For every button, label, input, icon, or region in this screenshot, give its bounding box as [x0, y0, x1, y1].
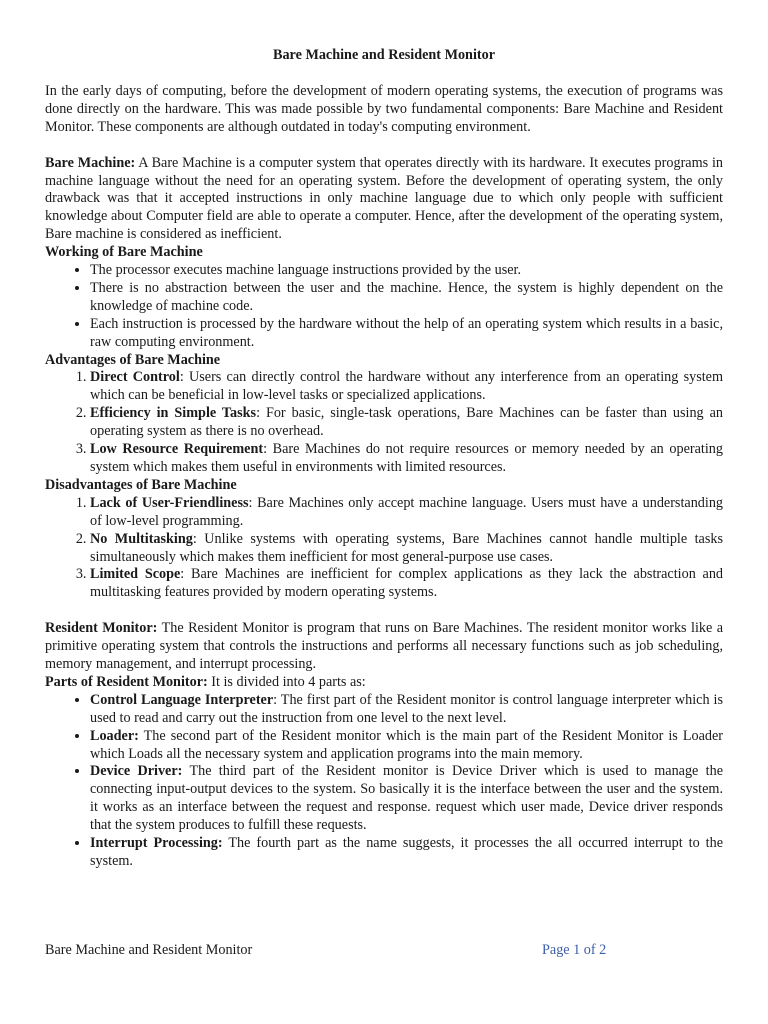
list-item — [90, 369, 723, 405]
resident-monitor-text: The Resident Monitor is program that runs on Bare Machines. The resident monitor works like a primitive operating system that controls the instructions and performs all necessary functions such as job scheduling, memory management, and interrupt processing. — [45, 620, 724, 672]
item-term: Low Resource Requirement — [90, 441, 264, 458]
resident-monitor-paragraph — [45, 620, 723, 674]
list-item — [90, 835, 723, 871]
item-term: Control Language Interpreter — [90, 691, 274, 708]
disadvantages-heading: Disadvantages of Bare Machine — [45, 476, 237, 493]
working-list — [45, 262, 723, 352]
list-item — [90, 728, 723, 764]
item-text: : Bare Machines only accept machine language. Users must have a understanding of low-level programming. — [90, 494, 724, 529]
parts-paragraph — [45, 674, 723, 692]
list-item — [90, 405, 723, 441]
working-heading: Working of Bare Machine — [45, 244, 203, 261]
item-term: Interrupt Processing: — [90, 835, 223, 852]
item-term: Efficiency in Simple Tasks — [90, 405, 257, 422]
advantages-list — [45, 369, 723, 476]
item-term: No Multitasking — [90, 530, 193, 547]
item-text: : Bare Machines do not require resources or memory needed by an operating system which makes them useful in environments with limited resources. — [90, 441, 723, 476]
parts-list — [45, 692, 723, 871]
item-term: Limited Scope — [90, 566, 181, 583]
item-text: : Bare Machines are inefficient for complex applications as they lack the abstraction and multitasking features provided by modern operating systems. — [90, 566, 724, 601]
list-item — [90, 763, 723, 835]
list-item — [90, 441, 723, 477]
list-item: • Each instruction is processed by the hardware without the help of an operating system which results in a basic, raw computing environment. — [90, 316, 723, 352]
list-item — [90, 566, 723, 602]
intro-paragraph: In the early days of computing, before the development of modern operating systems, the execution of programs was done directly on the hardware. This was made possible by two fundamental components: Bare Machine and Resident Monitor. These components are although outdated in today's computing environment. — [45, 83, 723, 135]
item-text: : Users can directly control the hardware without any interference from an operating system which can be beneficial in low-level tasks or specialized applications. — [90, 369, 724, 404]
disadvantages-list — [45, 495, 723, 602]
bare-machine-term: Bare Machine: — [45, 154, 136, 171]
list-item — [90, 495, 723, 531]
list-item: • The processor executes machine language instructions provided by the user. — [90, 262, 723, 280]
footer-title: Bare Machine and Resident Monitor — [45, 942, 253, 958]
list-item: • There is no abstraction between the user and the machine. Hence, the system is highly dependent on the knowledge of machine code. — [90, 280, 723, 316]
document-title: Bare Machine and Resident Monitor — [273, 47, 495, 63]
item-term: Direct Control — [90, 369, 180, 386]
resident-monitor-term: Resident Monitor: — [45, 620, 158, 637]
item-text: The second part of the Resident monitor which is the main part of the Resident Monitor is Loader which Loads all the necessary system and application programs into the main memory. — [90, 727, 723, 762]
list-item — [90, 531, 723, 567]
parts-term: Parts of Resident Monitor: — [45, 673, 208, 690]
document-body — [45, 45, 723, 871]
item-text: : The first part of the Resident monitor is control language interpreter which is used to read and carry out the instruction from one level to the next level. — [90, 691, 723, 726]
item-term: Lack of User-Friendliness — [90, 494, 249, 511]
list-item — [90, 692, 723, 728]
advantages-heading: Advantages of Bare Machine — [45, 351, 221, 368]
item-term: Device Driver: — [90, 763, 183, 780]
parts-text: It is divided into 4 parts as: — [207, 673, 366, 690]
page-number: Page 1 of 2 — [542, 942, 607, 958]
item-text: The fourth part as the name suggests, it processes the all occurred interrupt to the system. — [90, 835, 724, 869]
item-text: : Unlike systems with operating systems, Bare Machines cannot handle multiple tasks simultaneously which makes them inefficient for most general-purpose use cases. — [90, 530, 723, 565]
item-text: : For basic, single-task operations, Bare Machines can be faster than using an operating system as there is no overhead. — [90, 405, 723, 440]
bare-machine-text: A Bare Machine is a computer system that operates directly with its hardware. It executes programs in machine language without the need for an operating system. Before the development of operating system, the only drawback was that it accepted instructions in only machine language due to which only people with sufficient knowledge about Computer field are able to operate a computer. Hence, after the development of the operating system, Bare machine is considered as inefficient. — [45, 154, 723, 243]
bare-machine-paragraph — [45, 155, 723, 245]
item-term: Loader: — [90, 727, 139, 744]
item-text: The third part of the Resident monitor is Device Driver which is used to manage the connecting input-output devices to the system. So basically it is the interface between the user and the system. it works as an interface between the request and response. request which user made, Device driver responds that the system produces to fulfill these requests. — [90, 763, 723, 834]
